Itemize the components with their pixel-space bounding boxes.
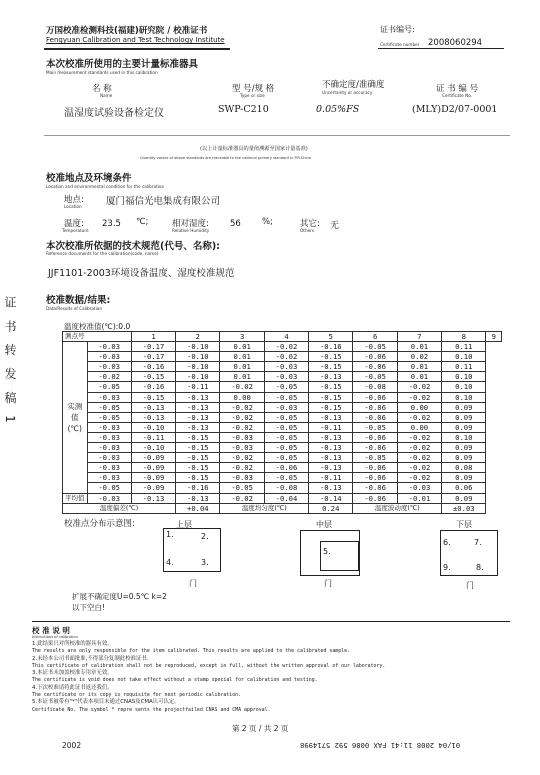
table-cell: -0.06 — [353, 392, 397, 402]
table-cell: 0.01 — [397, 342, 441, 352]
average-cell: -0.13 — [176, 493, 220, 503]
table-cell: -0.03 — [87, 392, 131, 402]
header-rule — [44, 48, 230, 50]
summary-row — [63, 503, 502, 513]
table-cell: -0.05 — [353, 342, 397, 352]
point-9: 9. — [443, 563, 451, 572]
table-cell: -0.05 — [264, 422, 308, 432]
table-cell: -0.16 — [309, 342, 353, 352]
spec-value: JJF1101-2003环境设备温度、湿度校准规范 — [48, 268, 235, 279]
table-cell: -0.08 — [353, 382, 397, 392]
rh-label-en: Relative Humidity — [172, 228, 210, 233]
table-cell: -0.10 — [176, 362, 220, 372]
table-cell: -0.05 — [87, 412, 131, 422]
table-cell: -0.02 — [220, 463, 264, 473]
table-cell: -0.16 — [131, 362, 175, 372]
distribution-title: 校准点分布示意图: — [64, 519, 135, 529]
table-cell: -0.03 — [264, 372, 308, 382]
average-cell: -0.01 — [397, 493, 441, 503]
note-line: 4.下次校准请将此证书返还我们。 — [32, 684, 113, 691]
table-cell: -0.15 — [309, 362, 353, 372]
table-cell: 0.10 — [442, 392, 486, 402]
table-cell: -0.11 — [309, 422, 353, 432]
table-cell: -0.10 — [131, 443, 175, 453]
table-cell: -0.02 — [397, 443, 441, 453]
point-5: 5. — [323, 547, 331, 556]
average-cell: -0.06 — [353, 493, 397, 503]
rh-label: 相对湿度: — [172, 219, 209, 229]
table-header-row — [63, 332, 502, 342]
table-cell: 0.10 — [442, 352, 486, 362]
table-corner-label: 测点号 — [63, 332, 132, 342]
column-header: 7 — [397, 332, 441, 342]
average-label: 平均值 — [63, 493, 88, 503]
table-cell: 0.09 — [442, 402, 486, 412]
table-cell: -0.06 — [353, 362, 397, 372]
cert-number-label-en: Certificate number — [380, 42, 420, 47]
org-name-cn: 万国校准检测科技(福建)研究院 / 校准证书 — [46, 26, 208, 36]
rh-unit: %; — [262, 217, 273, 227]
temp-value: 23.5 — [102, 219, 121, 229]
table-cell: -0.03 — [220, 473, 264, 483]
table-cell: 0.06 — [442, 483, 486, 493]
other-value: 无 — [330, 221, 340, 231]
table-cell: 0.09 — [442, 412, 486, 422]
average-cell: -0.04 — [264, 493, 308, 503]
table-cell: 0.01 — [220, 352, 264, 362]
note-line: The results are only responsible for the item calibrated. This results are applied to the calibrated sample. — [32, 648, 350, 655]
table-cell: -0.05 — [353, 453, 397, 463]
table-cell: -0.03 — [87, 432, 131, 442]
deviation-label: 温度偏差(℃) — [63, 503, 176, 513]
table-cell: -0.02 — [220, 382, 264, 392]
table-row — [63, 382, 502, 392]
results-subtitle: Data/Results of Calibration — [46, 306, 103, 311]
table-cell: 0.00 — [397, 402, 441, 412]
setpoint-label: 温度校准值(℃):0.0 — [64, 322, 131, 331]
table-cell: -0.02 — [87, 372, 131, 382]
trace-note: (以上计量标准器具的量值溯源至国家计量基准) — [200, 146, 308, 152]
other-label: 其它: — [300, 219, 320, 229]
table-cell: -0.02 — [397, 453, 441, 463]
table-cell: -0.02 — [220, 412, 264, 422]
table-cell: -0.15 — [131, 392, 175, 402]
table-cell: -0.13 — [176, 422, 220, 432]
table-cell: -0.03 — [87, 463, 131, 473]
trace-note-en: Quantity values of above standards are traceable to the national primary standard in P.R.China — [140, 156, 312, 160]
table-cell: -0.09 — [131, 453, 175, 463]
table-cell: -0.13 — [309, 432, 353, 442]
table-cell: -0.02 — [397, 412, 441, 422]
page-number: 第 2 页 / 共 2 页 — [232, 724, 289, 733]
results-table — [62, 331, 502, 514]
column-header: 3 — [220, 332, 264, 342]
table-row — [63, 483, 502, 493]
place-label-en: Location — [64, 204, 82, 209]
middle-layer-inner-box — [320, 541, 359, 571]
table-cell: -0.15 — [309, 382, 353, 392]
table-row — [63, 443, 502, 453]
table-cell: -0.13 — [309, 443, 353, 453]
table-cell: -0.13 — [309, 372, 353, 382]
deviation-value: +0.04 — [176, 503, 220, 513]
table-cell: -0.05 — [264, 473, 308, 483]
average-cell: -0.02 — [220, 493, 264, 503]
column-header: 5 — [309, 332, 353, 342]
org-name-en: Fengyuan Calibration and Test Technology Institute — [46, 36, 225, 44]
table-cell: 0.10 — [442, 382, 486, 392]
col-uncert-header: 不确定度/准确度 — [322, 80, 385, 90]
blank-below-note: 以下空白! — [72, 603, 106, 612]
standards-subtitle: Main measurement standards used in this calibration — [46, 70, 158, 75]
location-title: 校准地点及环境条件 — [46, 173, 132, 184]
col-type-header: 型 号/规 格 — [232, 84, 275, 94]
table-cell: -0.06 — [353, 443, 397, 453]
standard-uncert: 0.05%FS — [316, 104, 360, 115]
notes-subtitle: Instructions of calibration — [32, 635, 78, 639]
uniformity-label: 温度均匀度(℃) — [220, 503, 309, 513]
table-cell: -0.10 — [131, 422, 175, 432]
table-cell: -0.11 — [131, 432, 175, 442]
point-3: 3. — [201, 558, 209, 567]
table-cell: -0.02 — [397, 382, 441, 392]
footer-left-code: 2002 — [62, 741, 82, 750]
table-cell: -0.02 — [397, 463, 441, 473]
table-cell: -0.02 — [220, 402, 264, 412]
table-cell: -0.13 — [131, 412, 175, 422]
table-cell: -0.02 — [397, 432, 441, 442]
column-header: 6 — [353, 332, 397, 342]
table-cell: -0.08 — [264, 483, 308, 493]
table-row — [63, 432, 502, 442]
note-line: 1.此结果只对所校准的器具有效。 — [32, 641, 113, 647]
table-cell: -0.15 — [309, 352, 353, 362]
upper-door-label: 门 — [189, 579, 197, 588]
note-line: 2.未经本公司书面批准,不得部分复制此校准证书。 — [32, 655, 153, 662]
point-8: 8. — [476, 563, 484, 572]
table-cell: -0.06 — [353, 412, 397, 422]
table-cell: -0.05 — [264, 382, 308, 392]
table-cell: -0.03 — [87, 473, 131, 483]
table-cell: -0.17 — [131, 352, 175, 362]
table-cell: -0.13 — [309, 463, 353, 473]
average-cell: -0.14 — [309, 493, 353, 503]
table-cell: 0.09 — [442, 422, 486, 432]
standard-name: 温湿度试验设备检定仪 — [64, 108, 164, 119]
table-cell: -0.03 — [87, 352, 131, 362]
table-row — [63, 422, 502, 432]
table-cell: -0.15 — [309, 402, 353, 412]
table-cell: -0.02 — [220, 422, 264, 432]
table-cell: -0.15 — [176, 463, 220, 473]
col-cert-header: 证 书 编 号 — [436, 84, 479, 94]
col-cert-header-en: Certificate No. — [442, 93, 473, 98]
table-cell: -0.16 — [131, 382, 175, 392]
note-line: This certificate of calibration shall not be reproduced, except in full, without the written approval of our laboratory. — [32, 662, 386, 669]
middle-door-label: 门 — [324, 579, 332, 588]
average-cell: -0.03 — [87, 493, 131, 503]
table-cell: -0.05 — [87, 382, 131, 392]
uniformity-value: 0.24 — [309, 503, 353, 513]
table-cell: -0.06 — [353, 473, 397, 483]
average-row — [63, 493, 502, 503]
table-cell: -0.03 — [220, 443, 264, 453]
table-cell: -0.13 — [309, 412, 353, 422]
location-subtitle: Location and environmental condition for the calibration — [46, 184, 165, 189]
standards-title: 本次校准所使用的主要计量标准器具 — [46, 59, 199, 70]
table-row — [63, 362, 502, 372]
table-cell: 0.01 — [220, 342, 264, 352]
average-cell: 0.09 — [442, 493, 486, 503]
point-2: 2. — [201, 532, 209, 541]
table-cell: -0.15 — [176, 453, 220, 463]
side-label: 实测值(℃) — [63, 342, 88, 493]
fluctuation-value: ±0.03 — [442, 503, 486, 513]
lower-door-label: 门 — [466, 581, 474, 590]
point-6: 6. — [443, 538, 451, 547]
other-label-en: Others — [300, 228, 315, 233]
place-value: 厦门福信光电集成有限公司 — [106, 196, 221, 207]
standard-cert: (MLY)D2/07-0001 — [412, 104, 498, 115]
cert-number-label: 证书编号: — [380, 25, 415, 34]
standard-type: SWP-C210 — [218, 104, 269, 115]
average-cell: -0.13 — [131, 493, 175, 503]
table-row — [63, 392, 502, 402]
point-1: 1. — [166, 530, 174, 539]
table-cell: -0.13 — [309, 453, 353, 463]
lower-layer-label: 下层 — [456, 520, 472, 529]
table-cell: -0.05 — [264, 453, 308, 463]
table-cell: -0.06 — [264, 463, 308, 473]
table-cell: -0.02 — [264, 342, 308, 352]
note-line: The certificate or its copy is requisite for next periodic calibration. — [32, 692, 242, 699]
rh-value: 56 — [230, 219, 241, 229]
col-type-header-en: Type or size — [240, 93, 265, 98]
note-line: 5.本证书被带有"*"代表本项目未通过CNAS及CMA认可认定。 — [32, 699, 180, 706]
table-cell: -0.03 — [87, 453, 131, 463]
table-cell: 0.11 — [442, 362, 486, 372]
table-cell: -0.15 — [176, 432, 220, 442]
table-cell: 0.01 — [397, 362, 441, 372]
table-cell: -0.06 — [353, 463, 397, 473]
cert-number-underline — [378, 48, 504, 49]
table-cell: -0.06 — [353, 432, 397, 442]
table-cell: -0.15 — [176, 443, 220, 453]
table-cell: -0.06 — [353, 352, 397, 362]
table-cell: -0.02 — [397, 473, 441, 483]
table-cell: -0.02 — [397, 392, 441, 402]
table-cell: -0.05 — [264, 443, 308, 453]
table-row — [63, 342, 502, 352]
table-cell: -0.13 — [176, 402, 220, 412]
fluctuation-label: 温度波动度(℃) — [353, 503, 442, 513]
table-cell: -0.05 — [264, 432, 308, 442]
spec-title: 本次校准所依据的技术规范(代号、名称): — [46, 241, 220, 252]
table-row — [63, 372, 502, 382]
column-header: 8 — [442, 332, 486, 342]
table-cell: 0.01 — [397, 372, 441, 382]
table-cell: 0.01 — [220, 362, 264, 372]
table-cell: -0.10 — [176, 352, 220, 362]
temp-label-en: Temperature — [62, 228, 89, 233]
notes-title: 校 准 说 明 — [32, 626, 70, 635]
table-cell: -0.03 — [87, 362, 131, 372]
side-margin-text: 证 书 转 发 稿 1 — [3, 296, 17, 427]
column-header: 2 — [176, 332, 220, 342]
table-row — [63, 463, 502, 473]
table-row — [63, 402, 502, 412]
table-cell: -0.15 — [309, 392, 353, 402]
table-cell: -0.09 — [131, 463, 175, 473]
point-7: 7. — [474, 538, 482, 547]
table-cell: -0.02 — [220, 453, 264, 463]
table-cell: -0.05 — [220, 483, 264, 493]
trace-rule — [44, 135, 510, 136]
table-cell: -0.09 — [131, 473, 175, 483]
table-cell: -0.05 — [353, 372, 397, 382]
point-4: 4. — [166, 558, 174, 567]
table-cell: 0.02 — [397, 352, 441, 362]
table-row — [63, 352, 502, 362]
table-cell: 0.10 — [442, 432, 486, 442]
col-name-header: 名 称 — [92, 84, 112, 94]
column-header: 9 — [486, 332, 502, 342]
table-cell: 0.08 — [442, 463, 486, 473]
table-cell: -0.03 — [264, 362, 308, 372]
table-cell: -0.05 — [264, 412, 308, 422]
expanded-uncertainty: 扩展不确定度U=0.5℃ k=2 — [72, 592, 167, 601]
table-cell: -0.13 — [176, 412, 220, 422]
table-cell: -0.05 — [87, 402, 131, 412]
table-cell: 0.09 — [442, 473, 486, 483]
table-cell: 0.09 — [442, 453, 486, 463]
table-cell: -0.17 — [131, 342, 175, 352]
note-line: The certificate is void does not take effect without a stamp special for calibration and testing. — [32, 677, 318, 684]
table-row — [63, 453, 502, 463]
table-row — [63, 412, 502, 422]
table-cell: -0.10 — [176, 342, 220, 352]
place-label: 地点: — [64, 195, 84, 205]
note-line: 3.本证书未加盖校准专用章无效。 — [32, 670, 113, 677]
table-cell: -0.03 — [220, 432, 264, 442]
table-cell: -0.09 — [131, 483, 175, 493]
table-cell: -0.16 — [176, 483, 220, 493]
notes-list — [32, 641, 385, 714]
middle-layer-label: 中层 — [316, 520, 332, 529]
table-cell: -0.06 — [353, 483, 397, 493]
table-cell: 0.00 — [220, 392, 264, 402]
temp-label: 温度: — [64, 219, 84, 229]
fax-line: 01/04 2008 11:41 FAX 0086 592 5714998 — [300, 741, 461, 750]
table-cell: 0.11 — [442, 342, 486, 352]
col-uncert-header-en: Uncertainty or accuracy — [322, 90, 373, 95]
table-cell: -0.05 — [353, 422, 397, 432]
table-cell: -0.03 — [87, 342, 131, 352]
table-cell: -0.05 — [264, 392, 308, 402]
table-row — [63, 473, 502, 483]
spec-subtitle: Reference documents for the calibration(code, name) — [46, 251, 159, 256]
table-cell: -0.03 — [87, 443, 131, 453]
table-cell: -0.15 — [131, 372, 175, 382]
temp-unit: ℃; — [136, 217, 149, 227]
table-cell: -0.03 — [264, 402, 308, 412]
table-cell: -0.05 — [87, 483, 131, 493]
results-title: 校准数据/结果: — [46, 295, 111, 306]
table-cell: -0.13 — [176, 392, 220, 402]
table-cell: -0.15 — [176, 473, 220, 483]
table-cell: 0.10 — [442, 372, 486, 382]
cert-number: 2008060294 — [428, 38, 483, 48]
upper-layer-label: 上层 — [176, 520, 192, 529]
table-cell: -0.11 — [176, 382, 220, 392]
table-cell: -0.06 — [353, 402, 397, 412]
table-cell: -0.03 — [397, 483, 441, 493]
table-cell: 0.01 — [220, 372, 264, 382]
col-name-header-en: Name — [100, 93, 113, 98]
table-cell: -0.10 — [176, 372, 220, 382]
notes-rule — [32, 621, 510, 622]
table-cell: -0.11 — [309, 473, 353, 483]
table-cell: 0.00 — [397, 422, 441, 432]
table-cell: 0.09 — [442, 443, 486, 453]
table-cell: -0.02 — [264, 352, 308, 362]
column-header: 1 — [131, 332, 175, 342]
table-cell: -0.13 — [131, 402, 175, 412]
column-header: 4 — [264, 332, 308, 342]
table-cell: -0.03 — [87, 422, 131, 432]
note-line: Certificate No. The symbol * repre sents the projectfailed CNAS and CMA approval. — [32, 706, 271, 713]
table-cell: -0.13 — [309, 483, 353, 493]
